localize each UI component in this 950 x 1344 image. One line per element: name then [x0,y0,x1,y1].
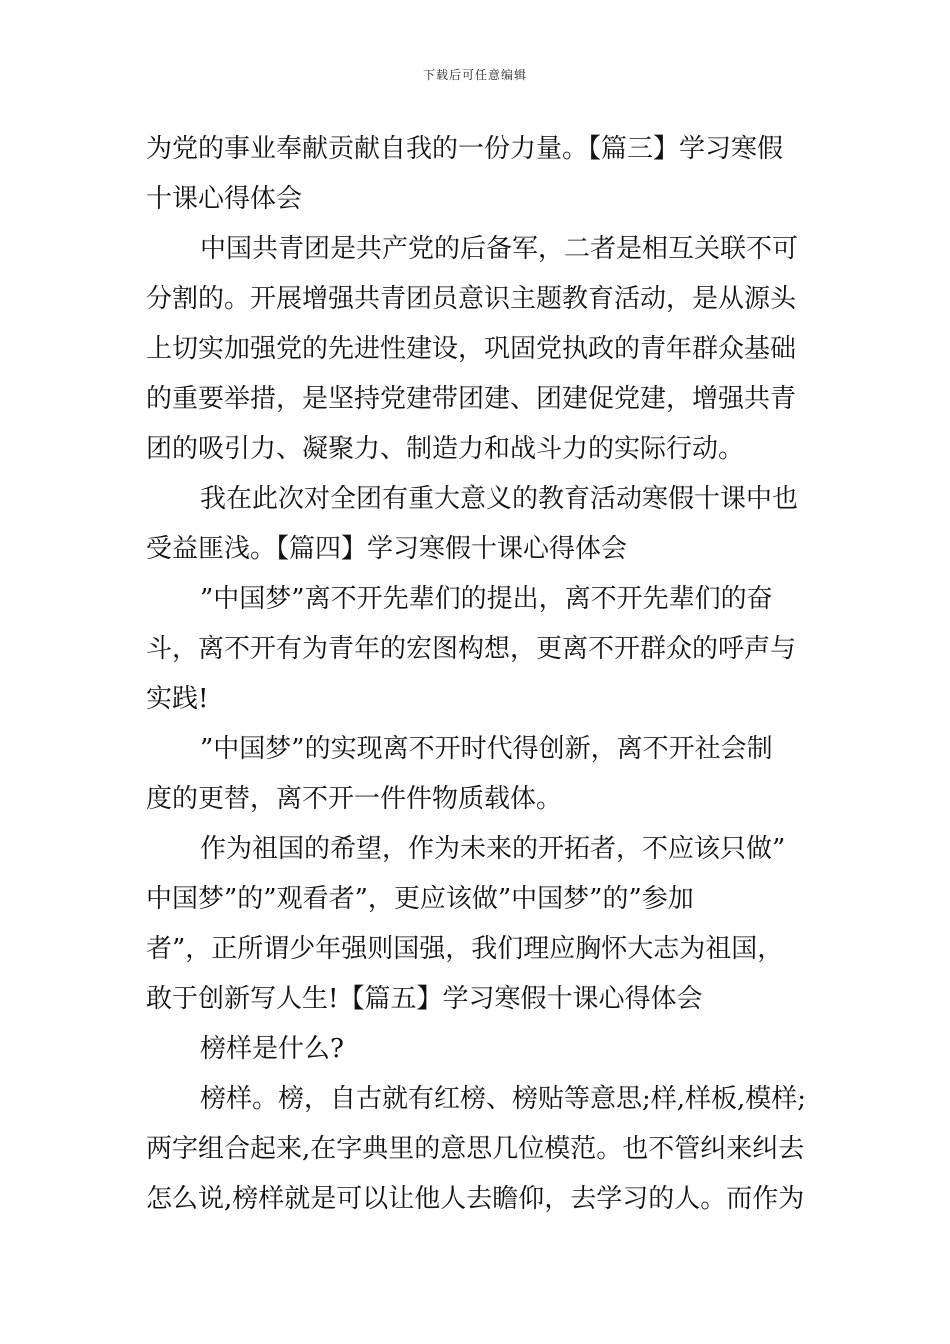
text-line: 的重要举措，是坚持党建带团建、团建促党建，增强共青 [146,384,797,414]
text-line: 榜样是什么? [200,1034,344,1064]
text-line: 上切实加强党的先进性建设，巩固党执政的青年群众基础 [146,334,797,364]
text-line: 榜样。榜，自古就有红榜、榜贴等意思;样,样板,模样; [200,1084,807,1114]
text-line: 者”，正所谓少年强则国强，我们理应胸怀大志为祖国， [146,934,784,964]
text-line: 中国梦”的”观看者”，更应该做”中国梦”的”参加 [146,884,694,914]
text-line: 团的吸引力、凝聚力、制造力和战斗力的实际行动。 [146,434,745,464]
text-line: 中国共青团是共产党的后备军，二者是相互关联不可 [200,234,799,264]
document-body [146,124,810,1224]
text-line: 受益匪浅。【篇四】学习寒假十课心得体会 [146,534,628,564]
text-line: 斗，离不开有为青年的宏图构想，更离不开群众的呼声与 [146,634,797,664]
text-line: 作为祖国的希望，作为未来的开拓者，不应该只做” [200,834,786,864]
text-line: ”中国梦”离不开先辈们的提出，离不开先辈们的奋 [200,584,773,614]
text-line: ”中国梦”的实现离不开时代得创新，离不开社会制 [200,734,773,764]
text-line: 度的更替，离不开一件件物质载体。 [146,784,563,814]
text-line: 怎么说,榜样就是可以让他人去瞻仰，去学习的人。而作为 [146,1184,805,1214]
page-header: 下载后可任意编辑 [422,68,527,82]
text-line: 实践! [146,684,209,714]
text-line: 我在此次对全团有重大意义的教育活动寒假十课中也 [200,484,799,514]
text-line: 敢于创新写人生!【篇五】学习寒假十课心得体会 [146,984,703,1014]
text-line: 两字组合起来,在字典里的意思几位模范。也不管纠来纠去 [146,1134,805,1164]
text-line: 分割的。开展增强共青团员意识主题教育活动，是从源头 [146,284,797,314]
text-line: 为党的事业奉献贡献自我的一份力量。【篇三】学习寒假 [146,134,784,164]
text-line: 十课心得体会 [146,184,303,214]
